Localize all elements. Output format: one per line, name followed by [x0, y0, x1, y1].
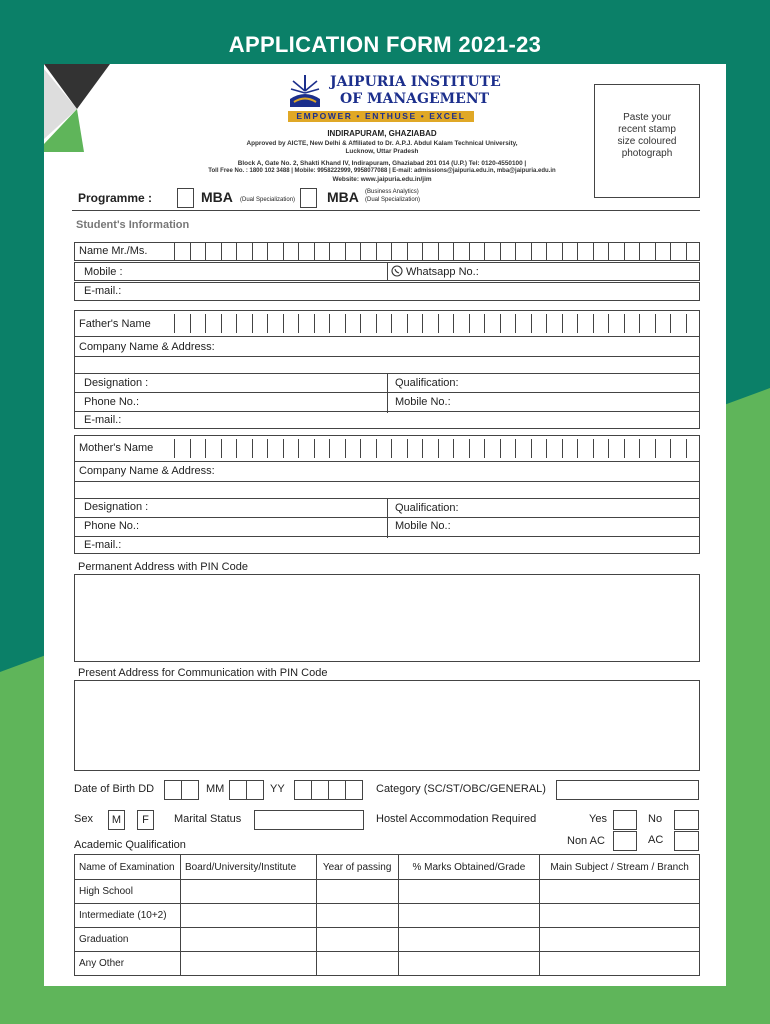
programme-mba-ba-checkbox[interactable] [300, 188, 317, 208]
table-cell[interactable] [316, 928, 398, 952]
char-cell[interactable] [314, 242, 330, 261]
char-cell[interactable] [267, 439, 283, 458]
dob-mm-1[interactable] [229, 780, 247, 800]
row-label: Intermediate (10+2) [75, 904, 181, 928]
student-name-cells[interactable] [174, 242, 700, 261]
divider [387, 373, 388, 413]
char-cell[interactable] [236, 242, 252, 261]
char-cell[interactable] [469, 242, 485, 261]
programme-mba-ba-note1: (Business Analytics) [365, 189, 419, 195]
char-cell[interactable] [283, 314, 299, 333]
divider [387, 498, 388, 538]
father-mobile-label: Mobile No.: [395, 396, 451, 408]
char-cell[interactable] [562, 242, 578, 261]
academic-header-row [75, 855, 700, 880]
present-address-label: Present Address for Communication with PIN Code [78, 667, 328, 679]
father-designation-label: Designation : [84, 377, 149, 389]
char-cell[interactable] [329, 314, 345, 333]
char-cell[interactable] [515, 439, 531, 458]
char-cell[interactable] [484, 242, 500, 261]
table-cell[interactable] [316, 952, 398, 976]
institute-name-line2: OF MANAGEMENT [340, 91, 490, 107]
table-cell[interactable] [180, 880, 316, 904]
form-title: APPLICATION FORM 2021-23 [228, 32, 542, 57]
char-cell[interactable] [391, 314, 407, 333]
char-cell[interactable] [655, 242, 671, 261]
hostel-ac-label: AC [648, 834, 664, 846]
dob-yy-3[interactable] [328, 780, 346, 800]
char-cell[interactable] [345, 314, 361, 333]
programme-mba-label: MBA [201, 189, 233, 205]
char-cell[interactable] [407, 314, 423, 333]
table-row [75, 880, 700, 904]
dob-mm-label: MM [206, 783, 225, 795]
divider [74, 536, 700, 537]
char-cell[interactable] [655, 314, 671, 333]
char-cell[interactable] [562, 439, 578, 458]
programme-mba-ba-label: MBA [327, 189, 359, 205]
decorative-triangles [44, 64, 114, 154]
char-cell[interactable] [283, 439, 299, 458]
char-cell[interactable] [174, 314, 190, 333]
table-row [75, 952, 700, 976]
char-cell[interactable] [221, 314, 237, 333]
char-cell[interactable] [670, 314, 686, 333]
char-cell[interactable] [252, 314, 268, 333]
contact-line: Toll Free No. : 1800 102 3488 | Mobile: 9958222999, 9958077088 | E-mail: admissions@jaipuria.edu.in, mba@jaipuria.edu.in [208, 168, 556, 174]
char-cell[interactable] [360, 314, 376, 333]
char-cell[interactable] [670, 242, 686, 261]
col-year: Year of passing [316, 855, 398, 880]
char-cell[interactable] [298, 242, 314, 261]
char-cell[interactable] [329, 439, 345, 458]
programme-mba-checkbox[interactable] [177, 188, 194, 208]
char-cell[interactable] [515, 314, 531, 333]
row-label: Any Other [75, 952, 181, 976]
dob-label: Date of Birth DD [74, 783, 155, 795]
academic-heading: Academic Qualification [74, 839, 186, 851]
char-cell[interactable] [360, 242, 376, 261]
row-label: High School [75, 880, 181, 904]
website-line: Website: www.jaipuria.edu.in/jim [332, 176, 432, 183]
char-cell[interactable] [329, 242, 345, 261]
char-cell[interactable] [174, 242, 190, 261]
mother-name-label: Mother's Name [79, 442, 154, 454]
photo-box-text: Paste your recent stamp size coloured photograph [617, 112, 677, 159]
char-cell[interactable] [422, 242, 438, 261]
divider [74, 392, 700, 393]
char-cell[interactable] [546, 242, 562, 261]
divider [74, 517, 700, 518]
divider [74, 356, 700, 357]
char-cell[interactable] [686, 242, 702, 261]
char-cell[interactable] [500, 439, 516, 458]
char-cell[interactable] [174, 439, 190, 458]
char-cell[interactable] [608, 242, 624, 261]
char-cell[interactable] [639, 242, 655, 261]
table-cell[interactable] [180, 928, 316, 952]
table-cell[interactable] [316, 904, 398, 928]
table-cell[interactable] [540, 904, 700, 928]
mother-mobile-label: Mobile No.: [395, 520, 451, 532]
hostel-yes-label: Yes [589, 813, 607, 825]
whatsapp-icon [391, 265, 403, 277]
char-cell[interactable] [314, 439, 330, 458]
student-email-row [74, 282, 700, 301]
char-cell[interactable] [267, 242, 283, 261]
char-cell[interactable] [500, 314, 516, 333]
dob-yy-1[interactable] [294, 780, 312, 800]
table-row [75, 928, 700, 952]
char-cell[interactable] [686, 314, 702, 333]
mother-email-label: E-mail.: [84, 539, 122, 551]
char-cell[interactable] [469, 314, 485, 333]
char-cell[interactable] [577, 439, 593, 458]
academic-table [74, 854, 700, 976]
char-cell[interactable] [422, 439, 438, 458]
father-qualification-label: Qualification: [395, 377, 459, 389]
mother-qualification-label: Qualification: [395, 502, 459, 514]
col-marks: % Marks Obtained/Grade [398, 855, 540, 880]
char-cell[interactable] [577, 242, 593, 261]
divider [74, 411, 700, 412]
sex-f-box[interactable]: F [137, 810, 154, 830]
table-cell[interactable] [398, 880, 540, 904]
table-cell[interactable] [180, 904, 316, 928]
char-cell[interactable] [376, 439, 392, 458]
dob-yy-4[interactable] [345, 780, 363, 800]
table-cell[interactable] [398, 904, 540, 928]
char-cell[interactable] [624, 314, 640, 333]
char-cell[interactable] [298, 314, 314, 333]
father-email-label: E-mail.: [84, 414, 122, 426]
char-cell[interactable] [283, 242, 299, 261]
student-whatsapp-label: Whatsapp No.: [406, 266, 479, 278]
char-cell[interactable] [438, 439, 454, 458]
char-cell[interactable] [391, 242, 407, 261]
char-cell[interactable] [438, 242, 454, 261]
mother-designation-label: Designation : [84, 501, 149, 513]
institute-name-line1: JAIPURIA INSTITUTE [330, 74, 501, 90]
col-board: Board/University/Institute [180, 855, 316, 880]
char-cell[interactable] [531, 439, 547, 458]
hostel-no-box[interactable] [674, 810, 699, 830]
char-cell[interactable] [608, 439, 624, 458]
char-cell[interactable] [577, 314, 593, 333]
char-cell[interactable] [686, 439, 702, 458]
char-cell[interactable] [624, 439, 640, 458]
hostel-non-ac-label: Non AC [567, 835, 605, 847]
char-cell[interactable] [624, 242, 640, 261]
col-subject: Main Subject / Stream / Branch [540, 855, 700, 880]
row-label: Graduation [75, 928, 181, 952]
permanent-address-label: Permanent Address with PIN Code [78, 561, 248, 573]
mother-phone-label: Phone No.: [84, 520, 140, 532]
char-cell[interactable] [205, 242, 221, 261]
mother-name-cells[interactable] [174, 439, 700, 458]
sex-m-box[interactable]: M [108, 810, 125, 830]
category-label: Category (SC/ST/OBC/GENERAL) [376, 783, 546, 795]
programme-mba-note: (Dual Specialization) [240, 197, 296, 203]
institute-logo-emblem [288, 73, 322, 109]
char-cell[interactable] [546, 314, 562, 333]
char-cell[interactable] [453, 314, 469, 333]
char-cell[interactable] [670, 439, 686, 458]
char-cell[interactable] [593, 242, 609, 261]
table-cell[interactable] [540, 880, 700, 904]
table-row [75, 904, 700, 928]
table-cell[interactable] [398, 928, 540, 952]
hostel-non-ac-box[interactable] [613, 831, 637, 851]
student-heading: Student's Information [76, 219, 190, 231]
dob-yy-2[interactable] [311, 780, 329, 800]
char-cell[interactable] [500, 242, 516, 261]
mother-company-label: Company Name & Address: [79, 465, 215, 477]
hostel-no-label: No [648, 813, 663, 825]
category-field[interactable] [556, 780, 699, 800]
char-cell[interactable] [345, 439, 361, 458]
char-cell[interactable] [298, 439, 314, 458]
table-cell[interactable] [540, 928, 700, 952]
divider [74, 336, 700, 337]
char-cell[interactable] [345, 242, 361, 261]
divider [74, 481, 700, 482]
char-cell[interactable] [453, 242, 469, 261]
dob-dd-1[interactable] [164, 780, 182, 800]
char-cell[interactable] [639, 314, 655, 333]
char-cell[interactable] [205, 439, 221, 458]
char-cell[interactable] [252, 242, 268, 261]
char-cell[interactable] [221, 439, 237, 458]
char-cell[interactable] [252, 439, 268, 458]
char-cell[interactable] [221, 242, 237, 261]
char-cell[interactable] [562, 314, 578, 333]
father-name-label: Father's Name [79, 318, 151, 330]
char-cell[interactable] [190, 439, 206, 458]
char-cell[interactable] [531, 242, 547, 261]
father-company-label: Company Name & Address: [79, 341, 215, 353]
dob-yy-label: YY [270, 783, 285, 795]
table-cell[interactable] [398, 952, 540, 976]
char-cell[interactable] [515, 242, 531, 261]
char-cell[interactable] [236, 314, 252, 333]
char-cell[interactable] [236, 439, 252, 458]
char-cell[interactable] [190, 242, 206, 261]
table-cell[interactable] [180, 952, 316, 976]
campus: INDIRAPURAM, GHAZIABAD [327, 129, 437, 138]
table-cell[interactable] [540, 952, 700, 976]
char-cell[interactable] [531, 314, 547, 333]
father-name-cells[interactable] [174, 314, 700, 333]
father-phone-label: Phone No.: [84, 396, 140, 408]
char-cell[interactable] [593, 314, 609, 333]
char-cell[interactable] [314, 314, 330, 333]
address-line: Block A, Gate No. 2, Shakti Khand IV, Indirapuram, Ghaziabad 201 014 (U.P.) Tel: 0120-4550100 | [237, 160, 527, 167]
char-cell[interactable] [407, 242, 423, 261]
char-cell[interactable] [453, 439, 469, 458]
student-email-label: E-mail.: [84, 285, 122, 297]
approval-line2: Lucknow, Uttar Pradesh [345, 148, 419, 155]
char-cell[interactable] [655, 439, 671, 458]
hostel-label: Hostel Accommodation Required [376, 813, 537, 825]
char-cell[interactable] [438, 314, 454, 333]
table-cell[interactable] [316, 880, 398, 904]
marital-status-field[interactable] [254, 810, 364, 830]
char-cell[interactable] [422, 314, 438, 333]
programme-label: Programme : [78, 191, 153, 205]
marital-status-label: Marital Status [174, 813, 242, 825]
char-cell[interactable] [360, 439, 376, 458]
student-name-label: Name Mr./Ms. [79, 245, 148, 257]
divider [72, 210, 700, 211]
present-address-box[interactable] [74, 680, 700, 771]
programme-mba-ba-note2: (Dual Specialization) [365, 197, 421, 203]
char-cell[interactable] [469, 439, 485, 458]
char-cell[interactable] [267, 314, 283, 333]
hostel-yes-box[interactable] [613, 810, 637, 830]
char-cell[interactable] [190, 314, 206, 333]
dob-dd-2[interactable] [181, 780, 199, 800]
tagline: EMPOWER • ENTHUSE • EXCEL [296, 111, 466, 121]
char-cell[interactable] [484, 439, 500, 458]
char-cell[interactable] [593, 439, 609, 458]
sex-label: Sex [74, 813, 93, 825]
char-cell[interactable] [376, 242, 392, 261]
hostel-ac-box[interactable] [674, 831, 699, 851]
divider [74, 461, 700, 462]
char-cell[interactable] [376, 314, 392, 333]
student-mobile-label: Mobile : [84, 266, 123, 278]
dob-mm-2[interactable] [246, 780, 264, 800]
col-exam: Name of Examination [75, 855, 181, 880]
permanent-address-box[interactable] [74, 574, 700, 662]
char-cell[interactable] [546, 439, 562, 458]
char-cell[interactable] [484, 314, 500, 333]
char-cell[interactable] [391, 439, 407, 458]
divider [387, 262, 388, 281]
approval-line1: Approved by AICTE, New Delhi & Affiliated to Dr. A.P.J. Abdul Kalam Technical University, [246, 140, 518, 147]
form-sheet [44, 64, 726, 986]
char-cell[interactable] [205, 314, 221, 333]
char-cell[interactable] [608, 314, 624, 333]
char-cell[interactable] [407, 439, 423, 458]
char-cell[interactable] [639, 439, 655, 458]
